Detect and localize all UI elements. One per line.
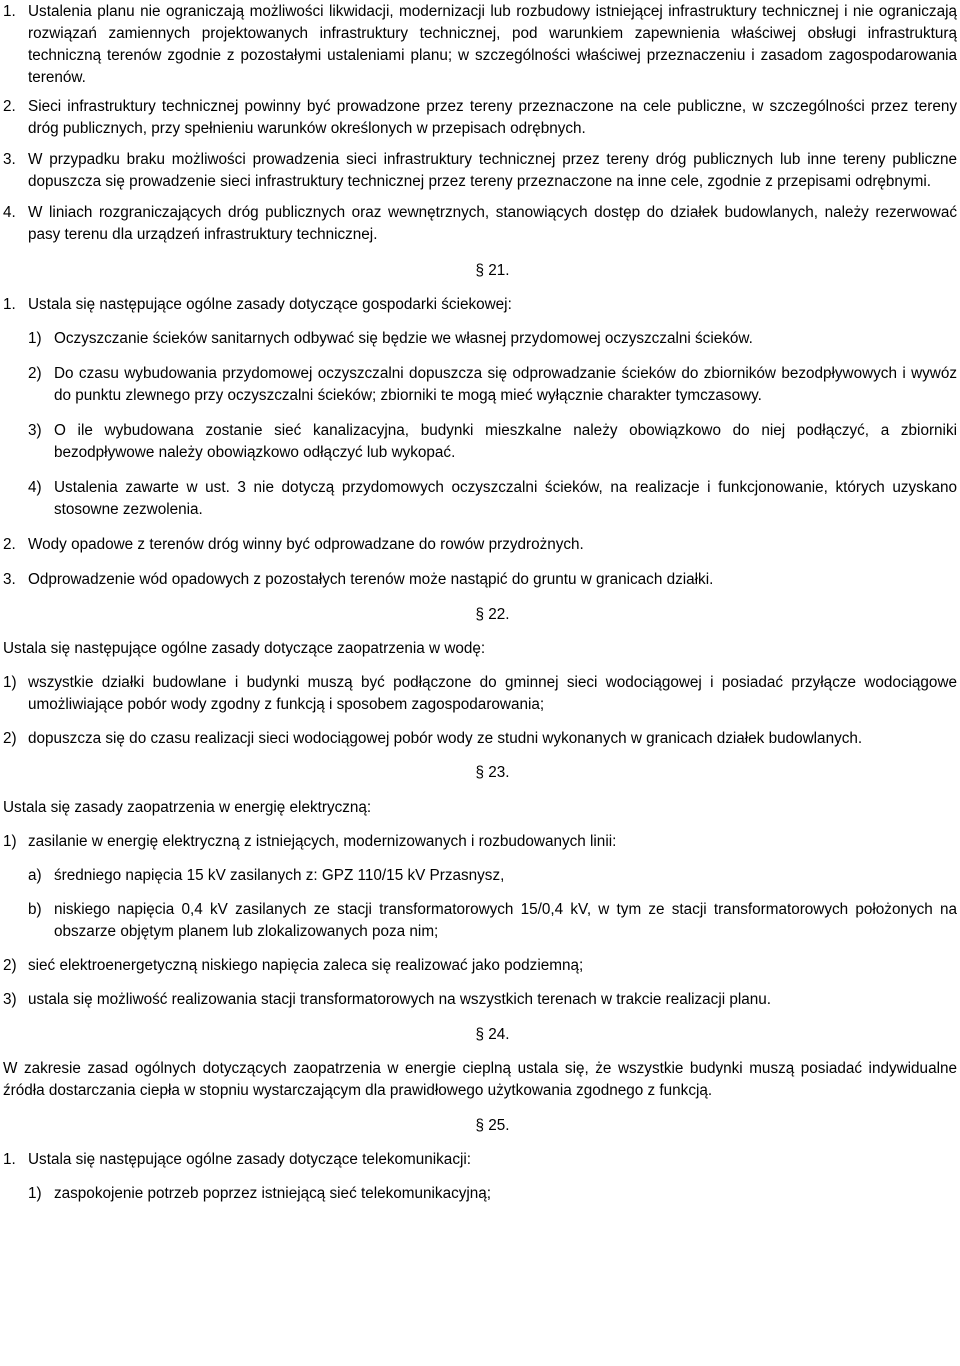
item-number: 1): [3, 833, 17, 850]
paragraph-text: Sieci infrastruktury technicznej powinny być prowadzone przez tereny przeznaczone na cele publiczne, w szczególności przez tereny dróg publicznych, przy spełnieniu warunków określonych w przepisach odrębnych.: [28, 98, 957, 137]
item-number: 1): [28, 1185, 42, 1202]
s23-subitem-a: [28, 865, 957, 887]
item-number: 1): [28, 330, 42, 347]
paragraph-number: 1.: [3, 296, 16, 313]
subitem-text: niskiego napięcia 0,4 kV zasilanych ze stacji transformatorowych 15/0,4 kV, w tym ze stacji transformatorowych położonych na obszarze objętym planem lub zlokalizowanych poza nim;: [54, 901, 957, 940]
subitem-letter: a): [28, 867, 42, 884]
paragraph-text: Ustala się następujące ogólne zasady dotyczące telekomunikacji:: [28, 1151, 472, 1168]
paragraph-number: 3.: [3, 151, 16, 168]
s21-item-3: [28, 420, 957, 464]
s21-paragraph-1: [3, 294, 957, 316]
paragraph-number: 4.: [3, 204, 16, 221]
s21-paragraph-3: [3, 569, 957, 591]
paragraph-text: Odprowadzenie wód opadowych z pozostałych terenów może nastąpić do gruntu w granicach działki.: [28, 571, 714, 588]
item-text: zasilanie w energię elektryczną z istniejących, modernizowanych i rozbudowanych linii:: [28, 833, 617, 850]
item-number: 3): [3, 991, 17, 1008]
paragraph-text: Ustala się następujące ogólne zasady dotyczące gospodarki ściekowej:: [28, 296, 512, 313]
item-text: Do czasu wybudowania przydomowej oczyszczalni dopuszcza się odprowadzanie ścieków do zbiorników bezodpływowych i wywóz do punktu zlewnego przy oczyszczalni ścieków; zbiorniki te mogą mieć wyłącznie charakter tymczasowy.: [54, 365, 957, 404]
item-text: Oczyszczanie ścieków sanitarnych odbywać się będzie we własnej przydomowej oczyszczalni ścieków.: [54, 330, 753, 347]
section-heading-24: § 24.: [475, 1026, 510, 1043]
s21-item-4: [28, 477, 957, 521]
s23-item-1: [3, 831, 957, 853]
paragraph-text: Ustalenia planu nie ograniczają możliwości likwidacji, modernizacji lub rozbudowy istniejącej infrastruktury technicznej i nie ograniczają rozwiązań zamiennych projektowanych infrastruktury technicznej, pod warunkiem zapewnienia właściwej obsługi infrastrukturą techniczną terenów zgodnie z pozostałymi ustaleniami planu; w szczególności właściwej przeznaczeniu i zasadom zagospodarowania terenów.: [28, 3, 957, 86]
section-heading-21: § 21.: [475, 262, 510, 279]
paragraph-2: [3, 96, 957, 140]
s22-intro: Ustala się następujące ogólne zasady dotyczące zaopatrzenia w wodę:: [3, 640, 486, 657]
paragraph-text: W przypadku braku możliwości prowadzenia sieci infrastruktury technicznej przez tereny dróg publicznych lub inne tereny publiczne dopuszcza się prowadzenie sieci infrastruktury technicznej przez tereny przeznaczone na inne cele, zgodnie z przepisami odrębnymi.: [28, 151, 957, 190]
item-text: zaspokojenie potrzeb poprzez istniejącą sieć telekomunikacyjną;: [54, 1185, 492, 1202]
paragraph-number: 1.: [3, 3, 16, 20]
item-text: wszystkie działki budowlane i budynki muszą być podłączone do gminnej sieci wodociągowej i posiadać przyłącze wodociągowe umożliwiające pobór wody zgodny z funkcją i sposobem zagospodarowania;: [28, 674, 957, 713]
item-number: 2): [28, 365, 42, 382]
s25-item-1: [28, 1183, 957, 1205]
paragraph-number: 2.: [3, 98, 16, 115]
subitem-text: średniego napięcia 15 kV zasilanych z: GPZ 110/15 kV Przasnysz,: [54, 867, 505, 884]
subitem-letter: b): [28, 901, 42, 918]
item-text: O ile wybudowana zostanie sieć kanalizacyjna, budynki mieszkalne należy obowiązkowo do niej podłączyć, a zbiorniki bezodpływowe należy obowiązkowo odłączyć lub wykopać.: [54, 422, 957, 461]
paragraph-text: Wody opadowe z terenów dróg winny być odprowadzane do rowów przydrożnych.: [28, 536, 584, 553]
s23-item-3: [3, 989, 957, 1011]
s22-item-1: [3, 672, 957, 716]
s24-text: W zakresie zasad ogólnych dotyczących zaopatrzenia w energie cieplną ustala się, że wszystkie budynki muszą posiadać indywidualne źródła dostarczania ciepła w stopniu wystarczającym dla prawidłowego użytkowania zgodnego z funkcją.: [3, 1060, 957, 1099]
paragraph-4: [3, 202, 957, 246]
s21-paragraph-2: [3, 534, 957, 556]
item-number: 1): [3, 674, 17, 691]
section-heading-25: § 25.: [475, 1117, 510, 1134]
section-heading-23: § 23.: [475, 764, 510, 781]
paragraph-1: [3, 1, 957, 89]
s21-item-2: [28, 363, 957, 407]
paragraph-number: 1.: [3, 1151, 16, 1168]
item-number: 3): [28, 422, 42, 439]
item-number: 2): [3, 957, 17, 974]
paragraph-number: 3.: [3, 571, 16, 588]
item-text: Ustalenia zawarte w ust. 3 nie dotyczą przydomowych oczyszczalni ścieków, na realizacje i funkcjonowanie, których uzyskano stosowne zezwolenia.: [54, 479, 957, 518]
section-heading-22: § 22.: [475, 606, 510, 623]
s25-paragraph-1: [3, 1149, 957, 1171]
s23-item-2: [3, 955, 957, 977]
s21-item-1: [28, 328, 957, 350]
s23-subitem-b: [28, 899, 957, 943]
item-text: dopuszcza się do czasu realizacji sieci wodociągowej pobór wody ze studni wykonanych w granicach działek budowlanych.: [28, 730, 863, 747]
item-number: 4): [28, 479, 42, 496]
item-text: sieć elektroenergetyczną niskiego napięcia zaleca się realizować jako podziemną;: [28, 957, 584, 974]
s23-intro: Ustala się zasady zaopatrzenia w energię elektryczną:: [3, 799, 372, 816]
paragraph-3: [3, 149, 957, 193]
paragraph-text: W liniach rozgraniczających dróg publicznych oraz wewnętrznych, stanowiących dostęp do działek budowlanych, należy rezerwować pasy terenu dla urządzeń infrastruktury technicznej.: [28, 204, 957, 243]
paragraph-number: 2.: [3, 536, 16, 553]
s22-item-2: [3, 728, 957, 750]
item-number: 2): [3, 730, 17, 747]
item-text: ustala się możliwość realizowania stacji transformatorowych na wszystkich terenach w trakcie realizacji planu.: [28, 991, 772, 1008]
